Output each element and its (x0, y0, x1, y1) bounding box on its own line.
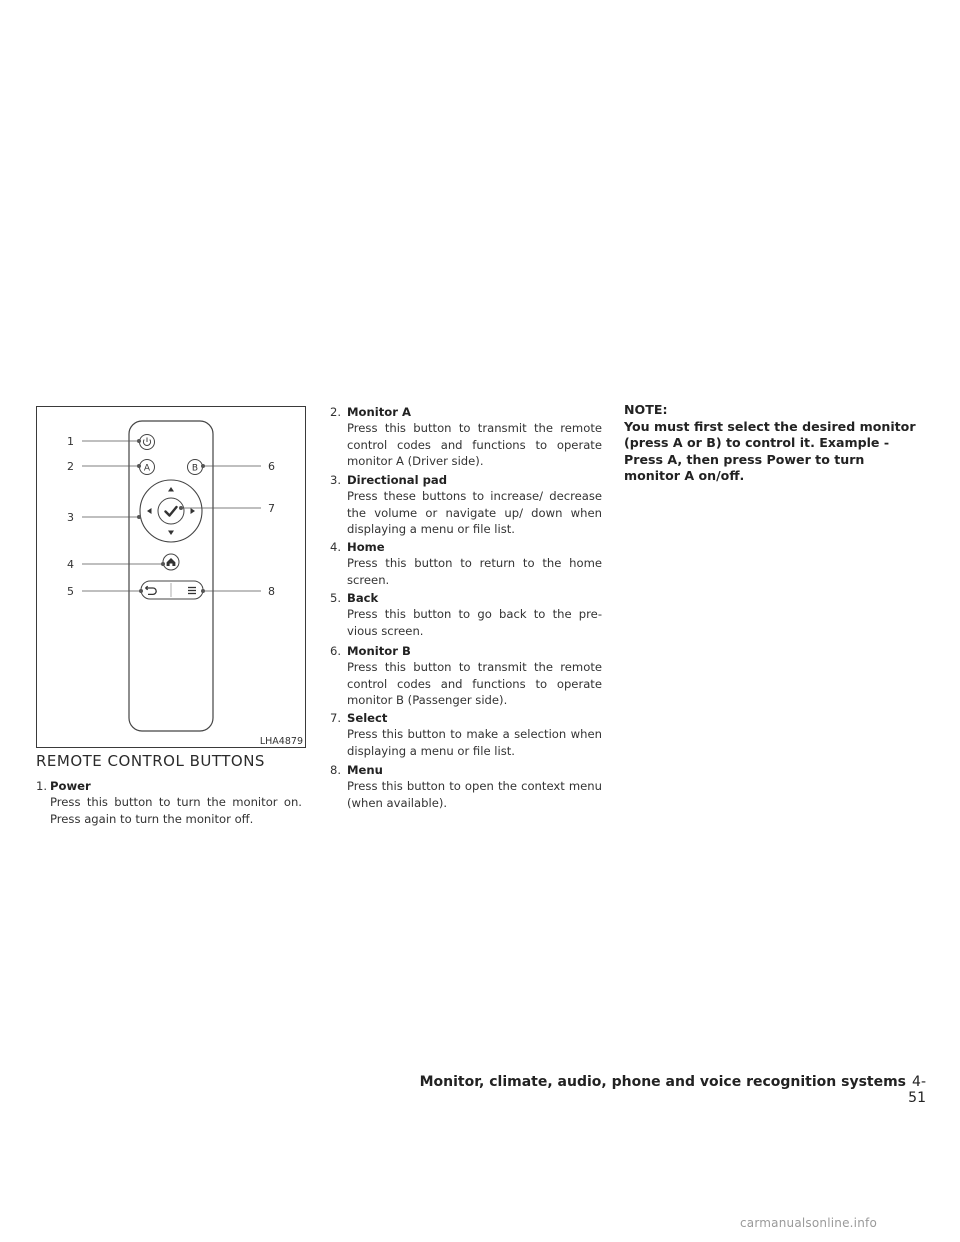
callout-6: 6 (268, 460, 275, 473)
section-title: REMOTE CONTROL BUTTONS (36, 752, 265, 770)
callout-1: 1 (67, 435, 74, 448)
callout-5: 5 (67, 585, 74, 598)
callout-2: 2 (67, 460, 74, 473)
item-number: 7. (330, 711, 342, 725)
monitor-b-button (188, 460, 203, 475)
list-item-power (36, 778, 302, 827)
page-footer (412, 1074, 926, 1106)
callout-7: 7 (268, 502, 275, 515)
item-description: Press this button to turn the monitor on. Press again to turn the monitor off. (50, 795, 302, 826)
item-title: Menu (347, 763, 383, 777)
button-a-letter: A (143, 463, 151, 474)
callout-8: 8 (268, 585, 275, 598)
list-item-monitor-b (330, 643, 602, 709)
item-description: Press this button to transmit the remote control codes and functions to operate monitor B (Passenger side). (347, 660, 602, 708)
list-item-menu (330, 762, 602, 811)
callout-4: 4 (67, 558, 74, 571)
item-title: Directional pad (347, 473, 448, 487)
item-description: Press this button to return to the home screen. (347, 556, 602, 587)
remote-control-illustration (37, 407, 307, 749)
note-block (624, 402, 924, 485)
note-text: You must first select the desired monitor (press A or B) to control it. Example - Press A, then press Power to turn monitor A on/off. (624, 418, 916, 484)
button-b-letter: B (191, 463, 199, 474)
page-number: 4-51 (908, 1074, 926, 1106)
item-number: 4. (330, 540, 342, 554)
footer-section-title: Monitor, climate, audio, phone and voice recognition systems (419, 1074, 907, 1090)
list-item-directional-pad (330, 472, 602, 538)
home-button (163, 554, 179, 570)
item-description: Press this button to transmit the remote control codes and functions to operate monitor A (Driver side). (347, 421, 602, 469)
item-number: 8. (330, 763, 342, 777)
list-item-back (330, 590, 602, 639)
callout-3: 3 (67, 511, 74, 524)
remote-control-figure (36, 406, 306, 748)
back-menu-bar (141, 581, 203, 599)
directional-pad (140, 480, 202, 542)
list-item-monitor-a (330, 404, 602, 470)
item-description: Press this button to make a selection when displaying a menu or file list. (347, 727, 602, 758)
item-number: 6. (330, 644, 342, 658)
monitor-a-button (140, 460, 155, 475)
list-item-select (330, 710, 602, 759)
item-title: Select (347, 711, 388, 725)
power-button (140, 435, 155, 450)
item-number: 5. (330, 591, 342, 605)
item-number: 1. (36, 779, 48, 793)
item-title: Power (50, 779, 91, 793)
item-number: 3. (330, 473, 342, 487)
item-title: Monitor B (347, 644, 411, 658)
item-title: Home (347, 540, 385, 554)
item-description: Press this button to open the context menu (when available). (347, 779, 602, 810)
figure-code: LHA4879 (257, 735, 305, 747)
item-title: Back (347, 591, 379, 605)
item-description: Press this button to go back to the pre- vious screen. (347, 607, 602, 638)
item-number: 2. (330, 405, 342, 419)
list-item-home (330, 539, 602, 588)
watermark: carmanualsonline.info (740, 1216, 877, 1230)
item-description: Press these buttons to increase/ decrease the volume or navigate up/ down when displaying a menu or file list. (347, 489, 602, 537)
note-heading: NOTE: (624, 402, 668, 417)
item-title: Monitor A (347, 405, 411, 419)
